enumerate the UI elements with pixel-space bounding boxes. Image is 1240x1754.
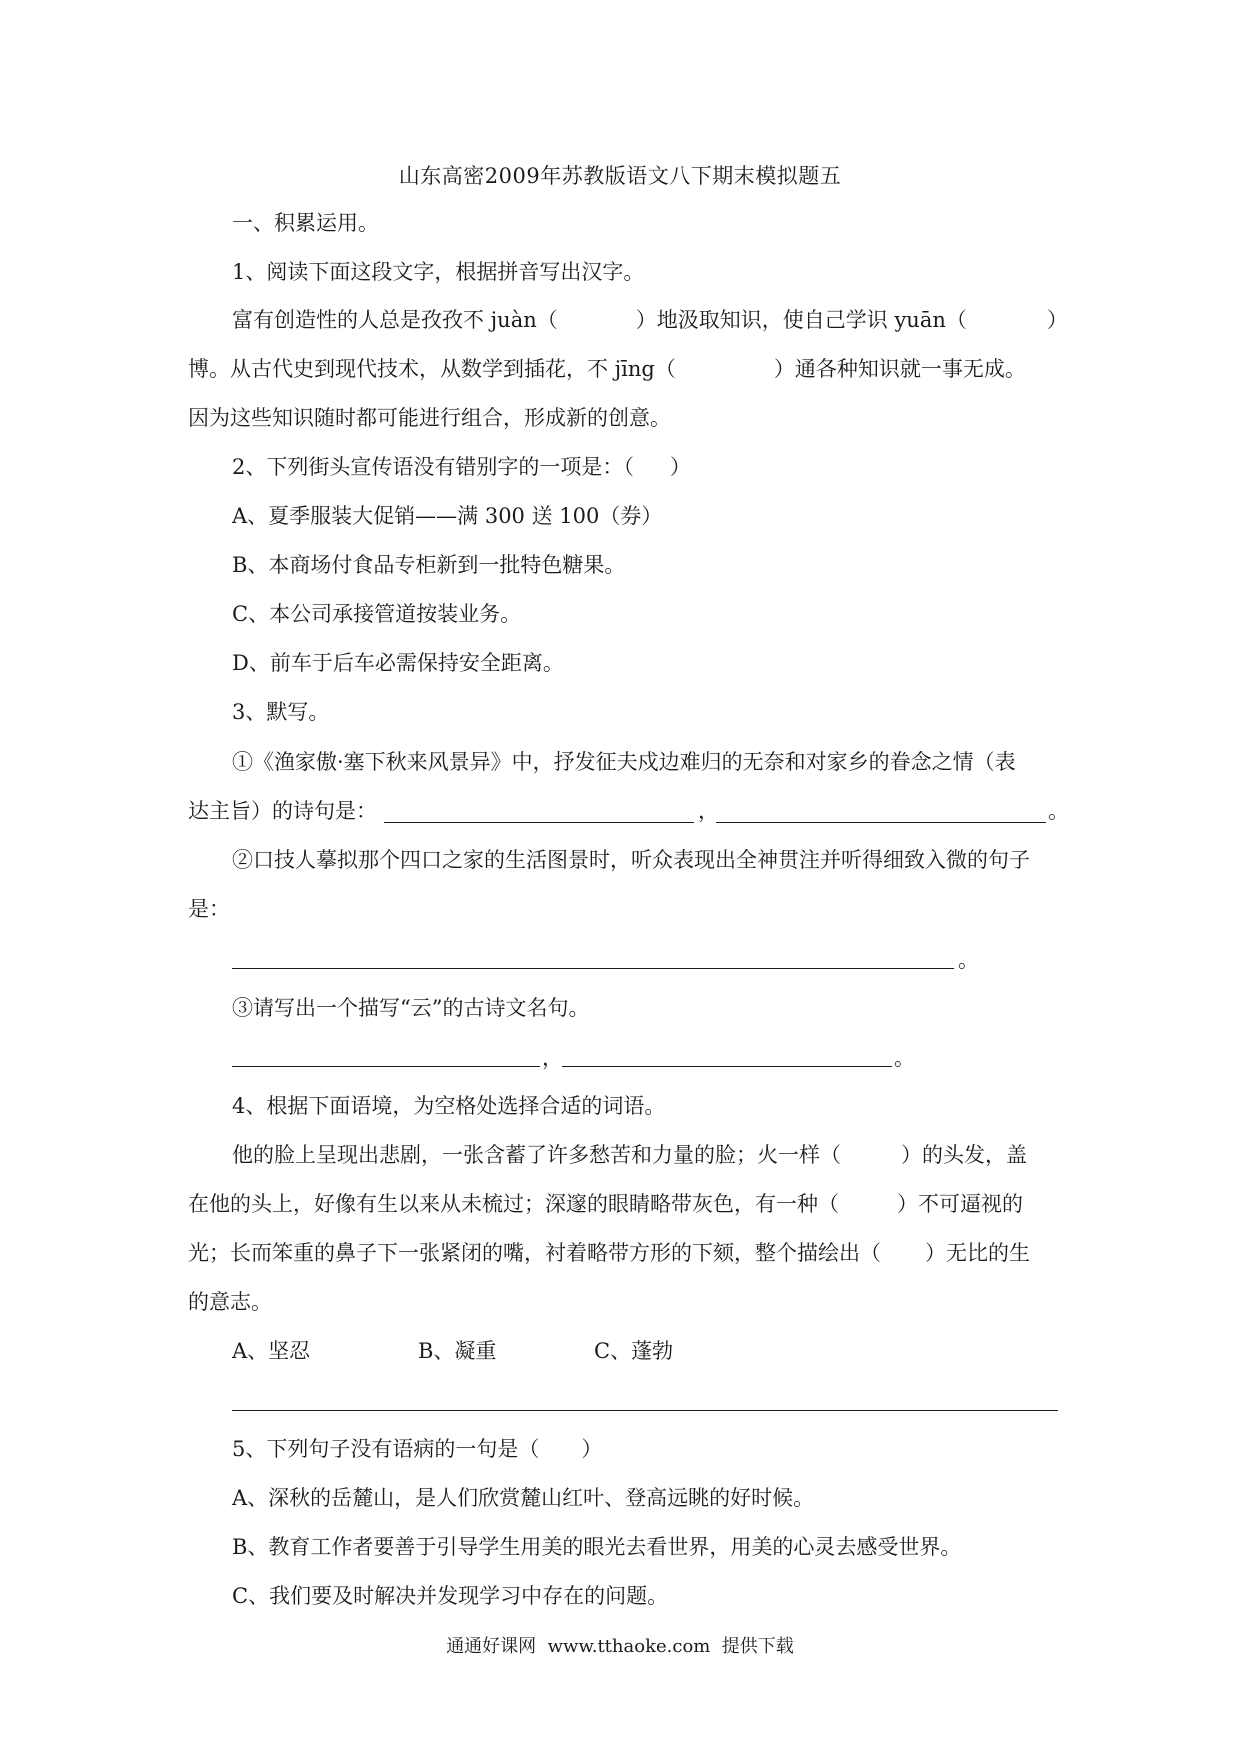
question-4-line-1 — [232, 1140, 1027, 1170]
question-5-stem — [232, 1434, 602, 1464]
question-4-line-3 — [188, 1238, 1030, 1268]
option-d: D、前车于后车必需保持安全距离。 — [232, 651, 564, 675]
q1-text-e: ）通各种知识就一事无成。 — [773, 357, 1026, 381]
question-1-line-1 — [232, 305, 1068, 335]
q1-text-d: 博。从古代史到现代技术，从数学到插花，不 jīng（ — [188, 357, 676, 381]
question-3-item-3: ③请写出一个描写“云”的古诗文名句。 — [232, 996, 590, 1020]
section-heading: 一、积累运用。 — [232, 211, 379, 235]
word-option-c: C、蓬勃 — [594, 1339, 674, 1363]
answer-line[interactable] — [232, 1410, 1058, 1411]
period: 。 — [894, 1046, 915, 1070]
question-3-item-2: ②口技人摹拟那个四口之家的生活图景时，听众表现出全神贯注并听得细致入微的句子 — [232, 848, 1030, 872]
question-4-line-4: 的意志。 — [188, 1290, 272, 1314]
q4-text-e: 光；长而笨重的鼻子下一张紧闭的嘴，衬着略带方形的下颏，整个描绘出（ — [188, 1241, 881, 1265]
comma: ， — [698, 799, 719, 823]
answer-line[interactable] — [232, 1066, 540, 1067]
answer-line[interactable] — [716, 822, 1046, 823]
q4-text-a: 他的脸上呈现出悲剧，一张含蓄了许多愁苦和力量的脸；火一样（ — [232, 1143, 841, 1167]
q3-p1b: 达主旨）的诗句是： — [188, 799, 377, 823]
q2-stem-text: 2、下列街头宣传语没有错别字的一项是：（ — [232, 455, 634, 479]
answer-line[interactable] — [384, 822, 694, 823]
period: 。 — [1048, 799, 1069, 823]
question-1-line-3: 因为这些知识随时都可能进行组合，形成新的创意。 — [188, 406, 671, 430]
option-a: A、夏季服装大促销——满 300 送 100（券） — [232, 504, 663, 528]
q5-stem-text: 5、下列句子没有语病的一句是（ — [232, 1437, 540, 1461]
page-footer — [0, 1632, 1240, 1658]
question-3-item-1-cont — [188, 796, 377, 826]
option-c: C、本公司承接管道按装业务。 — [232, 602, 522, 626]
q4-text-f: ）无比的生 — [925, 1241, 1030, 1265]
option-c: C、我们要及时解决并发现学习中存在的问题。 — [232, 1584, 669, 1608]
question-3-item-1: ①《渔家傲·塞下秋来风景异》中，抒发征夫戍边难归的无奈和对家乡的眷念之情（表 — [232, 750, 1016, 774]
footer-suffix: 提供下载 — [721, 1636, 794, 1657]
q1-text-c: ） — [1046, 308, 1068, 332]
word-option-a: A、坚忍 — [232, 1339, 311, 1363]
question-2-stem — [232, 452, 691, 482]
question-4-line-2 — [188, 1189, 1023, 1219]
question-3-item-2-cont: 是： — [188, 897, 230, 921]
page-title: 山东高密2009年苏教版语文八下期末模拟题五 — [398, 164, 842, 188]
word-option-b: B、凝重 — [418, 1339, 497, 1363]
q4-text-b: ）的头发，盖 — [901, 1143, 1027, 1167]
question-1-line-2 — [188, 354, 1026, 384]
q4-text-d: ）不可逼视的 — [897, 1192, 1023, 1216]
q1-text-b: ）地汲取知识，使自己学识 yuān（ — [635, 308, 967, 332]
question-4-stem: 4、根据下面语境，为空格处选择合适的词语。 — [232, 1094, 666, 1118]
answer-line[interactable] — [562, 1066, 892, 1067]
option-b: B、本商场付食品专柜新到一批特色糖果。 — [232, 553, 626, 577]
answer-line[interactable] — [232, 968, 954, 969]
footer-url[interactable]: www.tthaoke.com — [547, 1636, 711, 1657]
period: 。 — [958, 948, 979, 972]
option-b: B、教育工作者要善于引导学生用美的眼光去看世界，用美的心灵去感受世界。 — [232, 1535, 962, 1559]
q5-stem-end: ） — [581, 1437, 603, 1461]
q4-text-c: 在他的头上，好像有生以来从未梳过；深邃的眼睛略带灰色，有一种（ — [188, 1192, 839, 1216]
question-3-stem: 3、默写。 — [232, 700, 330, 724]
option-a: A、深秋的岳麓山，是人们欣赏麓山红叶、登高远眺的好时候。 — [232, 1486, 815, 1510]
question-1-stem: 1、阅读下面这段文字，根据拼音写出汉字。 — [232, 260, 645, 284]
q2-stem-end: ） — [669, 455, 691, 479]
q1-text-a: 富有创造性的人总是孜孜不 juàn（ — [232, 308, 558, 332]
comma: ， — [542, 1046, 563, 1070]
footer-site-name: 通通好课网 — [446, 1636, 537, 1657]
